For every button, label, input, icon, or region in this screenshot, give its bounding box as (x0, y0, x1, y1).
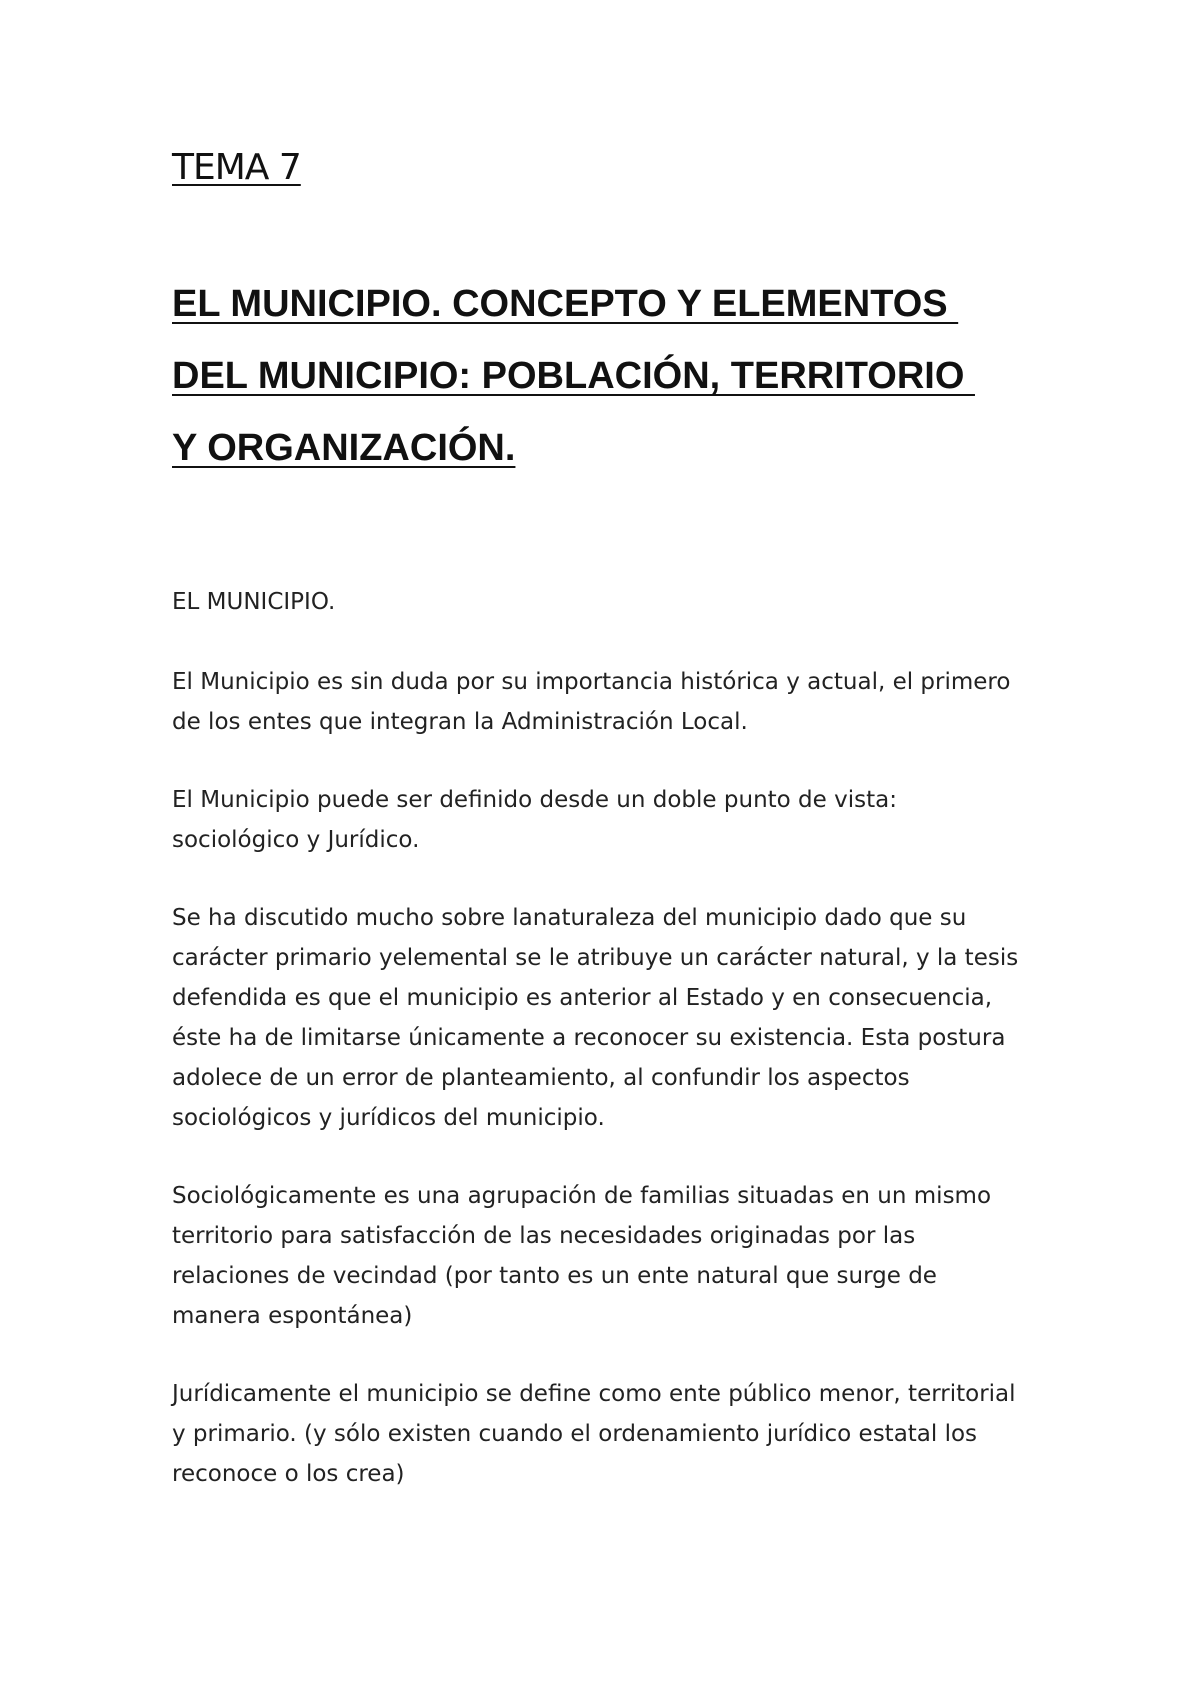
paragraph (172, 898, 1072, 1138)
text-line: manera espontánea) (172, 1303, 413, 1329)
text-line: relaciones de vecindad (por tanto es un ente natural que surge de (172, 1263, 937, 1289)
text-line: sociológicos y jurídicos del municipio. (172, 1105, 605, 1131)
text-line: adolece de un error de planteamiento, al confundir los aspectos (172, 1065, 910, 1091)
text-line: éste ha de limitarse únicamente a reconocer su existencia. Esta postura (172, 1025, 1006, 1051)
tema-label: TEMA 7 (172, 147, 301, 188)
text-line: y primario. (y sólo existen cuando el ordenamiento jurídico estatal los (172, 1421, 978, 1447)
text-line: carácter primario yelemental se le atribuye un carácter natural, y la tesis (172, 945, 1019, 971)
text-line: Sociológicamente es una agrupación de familias situadas en un mismo (172, 1183, 992, 1209)
title-line: DEL MUNICIPIO: POBLACIÓN, TERRITORIO (172, 355, 975, 397)
text-line: defendida es que el municipio es anterior al Estado y en consecuencia, (172, 985, 993, 1011)
page-title (172, 268, 975, 484)
text-line: Se ha discutido mucho sobre lanaturaleza del municipio dado que su (172, 905, 967, 931)
paragraph (172, 1176, 1072, 1336)
text-line: El Municipio puede ser definido desde un doble punto de vista: (172, 787, 897, 813)
title-line: EL MUNICIPIO. CONCEPTO Y ELEMENTOS (172, 283, 959, 325)
text-line: sociológico y Jurídico. (172, 827, 420, 853)
document-body (172, 582, 1072, 1532)
paragraph (172, 1374, 1072, 1494)
text-line: reconoce o los crea) (172, 1461, 405, 1487)
section-heading: EL MUNICIPIO. (172, 589, 336, 615)
text-line: de los entes que integran la Administración Local. (172, 709, 748, 735)
title-line: Y ORGANIZACIÓN. (172, 427, 516, 469)
text-line: Jurídicamente el municipio se define como ente público menor, territorial (172, 1381, 1016, 1407)
text-line: territorio para satisfacción de las necesidades originadas por las (172, 1223, 916, 1249)
paragraph (172, 780, 1072, 860)
paragraph (172, 662, 1072, 742)
text-line: El Municipio es sin duda por su importancia histórica y actual, el primero (172, 669, 1011, 695)
